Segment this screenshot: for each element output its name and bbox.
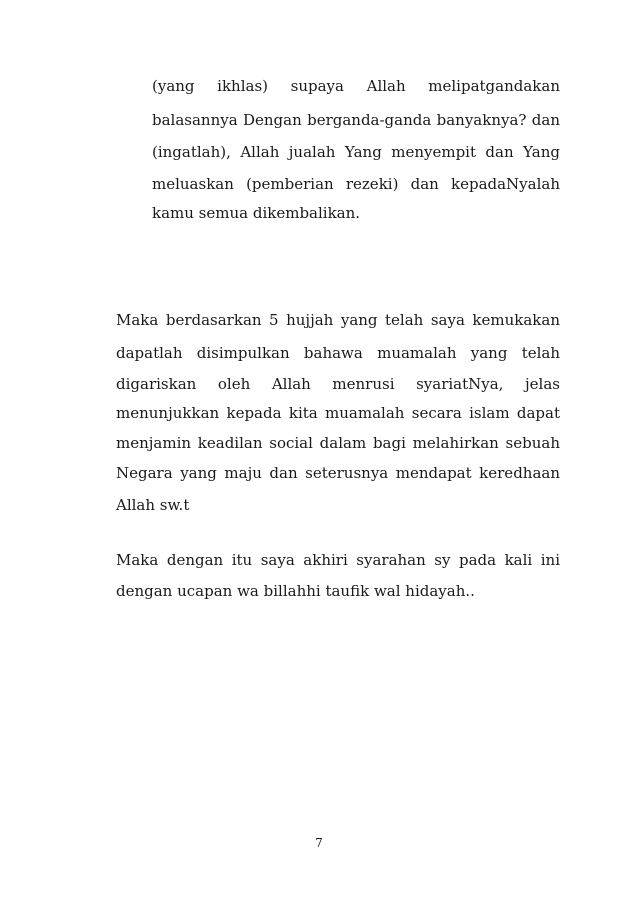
paragraph-line: menjamin keadilan social dalam bagi melahirkan sebuah: [116, 434, 560, 452]
paragraph-line: dapatlah disimpulkan bahawa muamalah yang telah: [116, 344, 560, 362]
quote-line: (yang ikhlas) supaya Allah melipatgandakan: [152, 77, 560, 95]
paragraph-line: Maka dengan itu saya akhiri syarahan sy pada kali ini: [116, 551, 560, 569]
quote-line: (ingatlah), Allah jualah Yang menyempit dan Yang: [152, 143, 560, 161]
paragraph-line: dengan ucapan wa billahhi taufik wal hidayah..: [116, 582, 475, 600]
paragraph-line: Maka berdasarkan 5 hujjah yang telah saya kemukakan: [116, 311, 560, 329]
quote-line: balasannya Dengan berganda-ganda banyaknya? dan: [152, 111, 560, 129]
quote-line: kamu semua dikembalikan.: [152, 204, 361, 222]
paragraph-line: Negara yang maju dan seterusnya mendapat keredhaan: [116, 464, 560, 482]
paragraph-line: digariskan oleh Allah menrusi syariatNya, jelas: [116, 375, 560, 393]
paragraph-line: menunjukkan kepada kita muamalah secara islam dapat: [116, 404, 560, 422]
paragraph-line: Allah sw.t: [116, 496, 190, 514]
quote-line: meluaskan (pemberian rezeki) dan kepadaNyalah: [152, 175, 560, 193]
page-number: 7: [315, 836, 323, 850]
